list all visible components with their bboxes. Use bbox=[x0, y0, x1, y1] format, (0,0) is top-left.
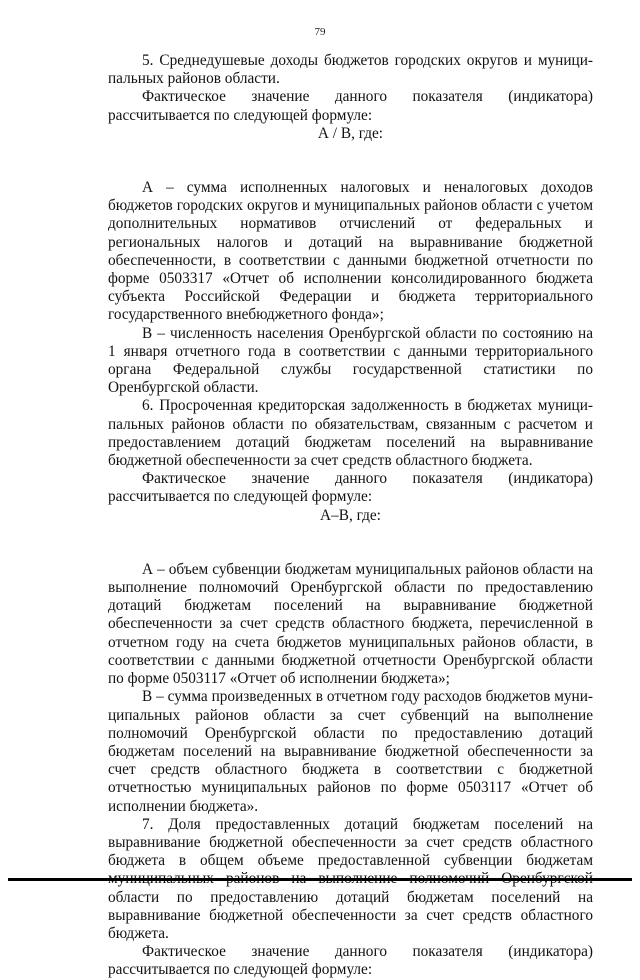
page-number: 79 bbox=[314, 26, 326, 38]
paragraph-definition-a: А – сумма исполненных налоговых и неналоговых доходов бюджетов городских округов и муниципальных районов области с учетом дополнительных нормативов отчислений от федеральных и региональных налогов и дотаций на выравнивание бюджетной обеспеченности, в соответствии с данными бюджетной отчетности по форме 0503317 «Отчет об исполнении консолидированного бюджета субъекта Российской Федерации и бюджета территориального государственного внебюджетного фонда»; bbox=[108, 179, 593, 324]
paragraph-item-7-title: 7. Доля предоставленных дотаций бюджетам поселений на выравнивание бюджетной обеспеченности за счет средств областного бюджета в общем объеме предоставленной субвенции бюджетам области по предоставлению дотаций бюджетам поселений на выравнивание бюджетной обеспеченности за счет средств областного бюджета. bbox=[108, 815, 593, 942]
paragraph-formula-intro: Фактическое значение данного показателя (индикатора) рассчитывается по следующей формуле: bbox=[108, 470, 593, 506]
formula-a-minus-b: А–В, где: bbox=[320, 506, 381, 524]
paragraph-item-6-title: 6. Просроченная кредиторская задолженность в бюджетах муниципальных районов области по обязательствам, связанным с расчетом и предоставлением дотаций бюджетам поселений на выравнивание бюджетной обеспеченности за счет средств областного бюджета. bbox=[108, 397, 593, 470]
paragraph-definition-b: В – численность населения Оренбургской области по состоянию на 1 января отчетного года в соответствии с данными территориального органа Федеральной службы государственной статистики по Оренбургской области. bbox=[108, 324, 593, 397]
formula-a-div-b: А / В, где: bbox=[317, 124, 384, 142]
paragraph-definition-a: А – объем субвенции бюджетам муниципальных районов области на выполнение полномочий Оренбургской области по предоставлению дотаций бюджетам поселений на выравнивание бюджетной обеспеченности за счет средств областного бюджета, перечисленной в отчетном году на счета бюджетов муниципальных районов области, в соответствии с данными бюджетной отчетности Оренбургской области по форме 0503117 «Отчет об исполнении бюджета»; bbox=[108, 560, 593, 688]
document-body bbox=[108, 52, 593, 980]
paragraph-formula-intro: Фактическое значение данного показателя (индикатора) рассчитывается по следующей формуле: bbox=[108, 943, 593, 979]
paragraph-formula-intro: Фактическое значение данного показателя (индикатора) рассчитывается по следующей формуле: bbox=[108, 88, 593, 124]
paragraph-item-5-title: 5. Среднедушевые доходы бюджетов городских округов и муниципальных районов области. bbox=[108, 52, 593, 88]
paragraph-definition-b: В – сумма произведенных в отчетном году расходов бюджетов муниципальных районов области за счет субвенций на выполнение полномочий Оренбургской области по предоставлению дотаций бюджетам поселений на выравнивание бюджетной обеспеченности за счет средств областного бюджета в соответствии с бюджетной отчетностью муниципальных районов по форме 0503117 «Отчет об исполнении бюджета». bbox=[108, 688, 593, 815]
bottom-scan-border bbox=[8, 878, 632, 881]
